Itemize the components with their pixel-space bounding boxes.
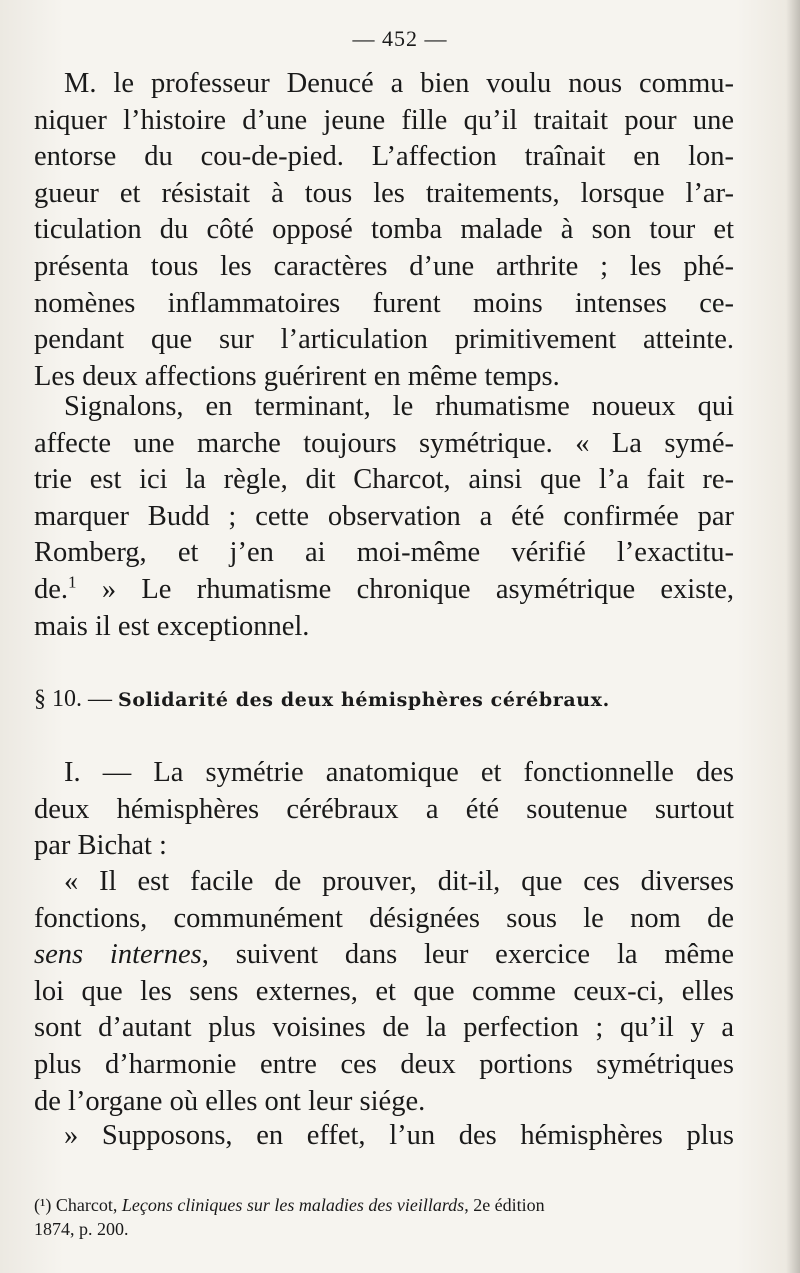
text-line: nomènes inflammatoires furent moins intenses ce- — [34, 287, 734, 319]
text-line: Les deux affections guérirent en même temps. — [34, 360, 560, 392]
text-line: marquer Budd ; cette observation a été confirmée par — [34, 500, 734, 532]
page-edge-shadow — [786, 0, 800, 1273]
footnote-line — [34, 1193, 684, 1217]
text-line: affecte une marche toujours symétrique. « La symé- — [34, 427, 734, 459]
text-line: Signalons, en terminant, le rhumatisme noueux qui — [64, 391, 734, 422]
section-title: Solidarité des deux hémisphères cérébraux. — [118, 689, 610, 711]
text-line: niquer l’histoire d’une jeune fille qu’il traitait pour une — [34, 104, 734, 136]
text-line: trie est ici la règle, dit Charcot, ainsi que l’a fait re- — [34, 464, 734, 496]
text-line: plus d’harmonie entre ces deux portions symétriques — [34, 1048, 734, 1080]
italic-term: sens internes — [34, 939, 202, 971]
footnote — [34, 1193, 684, 1241]
text-line — [34, 937, 734, 974]
paragraph-symetrie — [34, 755, 734, 865]
text-line: « Il est facile de prouver, dit-il, que ces diverses — [64, 866, 734, 897]
text-fragment: » Le rhumatisme chronique asymétrique existe, — [76, 573, 734, 605]
text-line: deux hémisphères cérébraux a été soutenue surtout — [34, 793, 734, 825]
section-number: § 10. — — [34, 686, 118, 712]
text-line: par Bichat : — [34, 830, 167, 862]
text-line — [34, 572, 734, 609]
paragraph-bichat-quote — [34, 864, 734, 1120]
text-line: pendant que sur l’articulation primitivement atteinte. — [34, 324, 734, 356]
page-number: — 452 — — [352, 26, 448, 51]
text-fragment: , suivent dans leur exercice la même — [201, 939, 734, 971]
footnote-author: Charcot, — [51, 1195, 122, 1215]
text-line: ticulation du côté opposé tomba malade à son tour et — [34, 214, 734, 246]
paragraph-supposons — [34, 1118, 734, 1155]
text-line: gueur et résistait à tous les traitements, lorsque l’ar- — [34, 177, 734, 209]
footnote-reference: 1 — [68, 572, 77, 592]
paragraph-denuce — [34, 66, 734, 395]
text-fragment: de. — [34, 573, 69, 605]
text-line: de l’organe où elles ont leur siége. — [34, 1085, 426, 1117]
text-line: fonctions, communément désignées sous le nom de — [34, 902, 734, 934]
text-line: » Supposons, en effet, l’un des hémisphères plus — [64, 1120, 734, 1151]
footnote-marker: (¹) — [34, 1195, 52, 1215]
footnote-title: Leçons cliniques sur les maladies des vieillards — [121, 1195, 465, 1215]
text-line: mais il est exceptionnel. — [34, 610, 310, 642]
text-line: sont d’autant plus voisines de la perfection ; qu’il y a — [34, 1012, 734, 1044]
section-heading — [34, 686, 674, 713]
footnote-edition: , 2e édition — [464, 1195, 545, 1215]
text-line: entorse du cou-de-pied. L’affection traînait en lon- — [34, 141, 734, 173]
paragraph-rhumatisme — [34, 389, 734, 645]
text-line: M. le professeur Denucé a bien voulu nous commu- — [64, 68, 734, 99]
text-line: Romberg, et j’en ai moi-même vérifié l’exactitu- — [34, 537, 734, 569]
text-line: loi que les sens externes, et que comme ceux-ci, elles — [34, 975, 734, 1007]
text-line: I. — La symétrie anatomique et fonctionnelle des — [64, 757, 734, 788]
text-line: présenta tous les caractères d’une arthrite ; les phé- — [34, 250, 734, 282]
footnote-line: 1874, p. 200. — [34, 1219, 129, 1239]
